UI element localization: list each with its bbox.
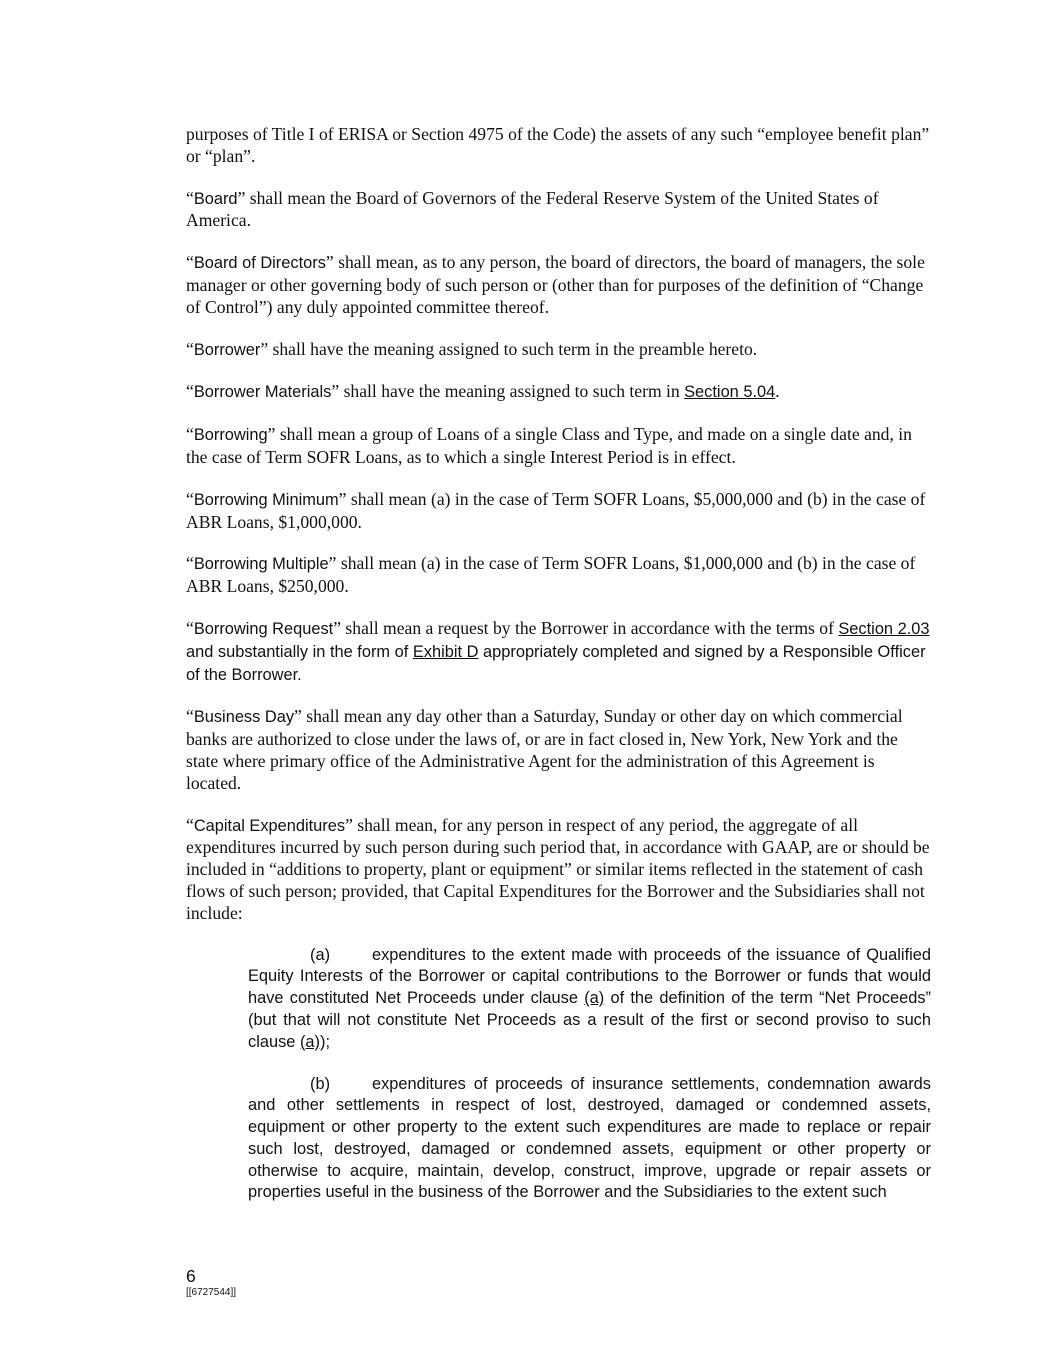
definition-borrowing-multiple: “Borrowing Multiple” shall mean (a) in the case of Term SOFR Loans, $1,000,000 and (b) in the case of ABR Loans, $250,000. — [186, 553, 916, 597]
defined-term: Borrowing — [193, 426, 268, 445]
defined-term: Capital Expenditures — [193, 816, 346, 835]
document-id: [[6727544]] — [186, 1287, 237, 1298]
defined-term: Board — [193, 189, 238, 208]
defined-term: Business Day — [193, 708, 295, 727]
definition-borrowing-minimum: “Borrowing Minimum” shall mean (a) in the case of Term SOFR Loans, $5,000,000 and (b) in the case of ABR Loans, $1,000,000. — [186, 488, 926, 532]
clause-reference-link[interactable]: (a) — [299, 1032, 320, 1051]
definition-business-day: “Business Day” shall mean any day other than a Saturday, Sunday or other day on which commercial banks are authorized to close under the laws of, or are in fact closed in, New York, New York and the state where primary office of the Administrative Agent for the administration of this Agreement is located. — [186, 706, 903, 793]
definition-capital-expenditures: “Capital Expenditures” shall mean, for any person in respect of any period, the aggregate of all expenditures incurred by such person during such period that, in accordance with GAAP, are or should be included in “additions to property, plant or equipment” or similar items reflected in the statement of cash flows of such person; provided, that Capital Expenditures for the Borrower and the Subsidiaries shall not include: — [186, 814, 930, 923]
section-reference-link[interactable]: Section 2.03 — [838, 619, 930, 638]
section-reference-link[interactable]: Section 5.04 — [684, 383, 776, 402]
defined-term: Borrower Materials — [193, 383, 332, 402]
defined-term: Borrowing Request — [193, 619, 334, 638]
definition-borrowing-request: “Borrowing Request” shall mean a request by the Borrower in accordance with the terms of Section 2.03 and substantially in the form of Exhibit D appropriately completed and signed by a Responsible Officer of the Borrower. — [186, 617, 930, 684]
defined-term: Borrowing Minimum — [193, 490, 339, 509]
definition-borrower-materials: “Borrower Materials” shall have the meaning assigned to such term in Section 5.04. — [186, 381, 780, 402]
page-footer — [186, 1266, 236, 1300]
defined-term: Borrower — [193, 340, 261, 359]
paragraph-continuation: purposes of Title I of ERISA or Section 4975 of the Code) the assets of any such “employee benefit plan” or “plan”. — [186, 124, 930, 166]
clause-a: (a) expenditures to the extent made with proceeds of the issuance of Qualified Equity Interests of the Borrower or capital contributions to the Borrower or funds that would have constituted Net Proceeds under clause (a) of the definition of the term “Net Proceeds” (but that will not constitute Net Proceeds as a result of the first or second proviso to such clause (a)); — [248, 945, 931, 1051]
document-body — [186, 124, 931, 1224]
definition-board-of-directors: “Board of Directors” shall mean, as to any person, the board of directors, the board of managers, the sole manager or other governing body of such person or (other than for purposes of the definition of “Change of Control”) any duly appointed committee thereof. — [186, 252, 925, 317]
clause-reference-link[interactable]: (a) — [584, 989, 605, 1008]
definition-borrower: “Borrower” shall have the meaning assigned to such term in the preamble hereto. — [186, 338, 758, 359]
exhibit-reference-link[interactable]: Exhibit D — [412, 642, 479, 661]
definition-borrowing: “Borrowing” shall mean a group of Loans of a single Class and Type, and made on a single date and, in the case of Term SOFR Loans, as to which a single Interest Period is in effect. — [186, 424, 912, 467]
clause-b: (b) expenditures of proceeds of insurance settlements, condemnation awards and other settlements in respect of lost, destroyed, damaged or condemned assets, equipment or other property to the extent such expenditures are made to replace or repair such lost, destroyed, damaged or condemned assets, equipment or other property or otherwise to acquire, maintain, develop, construct, improve, upgrade or repair assets or properties useful in the business of the Borrower and the Subsidiaries to the extent such — [248, 1074, 931, 1202]
defined-term: Board of Directors — [193, 254, 326, 273]
clause-label: (b) — [310, 1074, 331, 1093]
page-number: 6 — [186, 1266, 196, 1286]
definition-board: “Board” shall mean the Board of Governors of the Federal Reserve System of the United States of America. — [186, 187, 879, 231]
defined-term: Borrowing Multiple — [193, 555, 329, 574]
clause-label: (a) — [310, 945, 331, 964]
